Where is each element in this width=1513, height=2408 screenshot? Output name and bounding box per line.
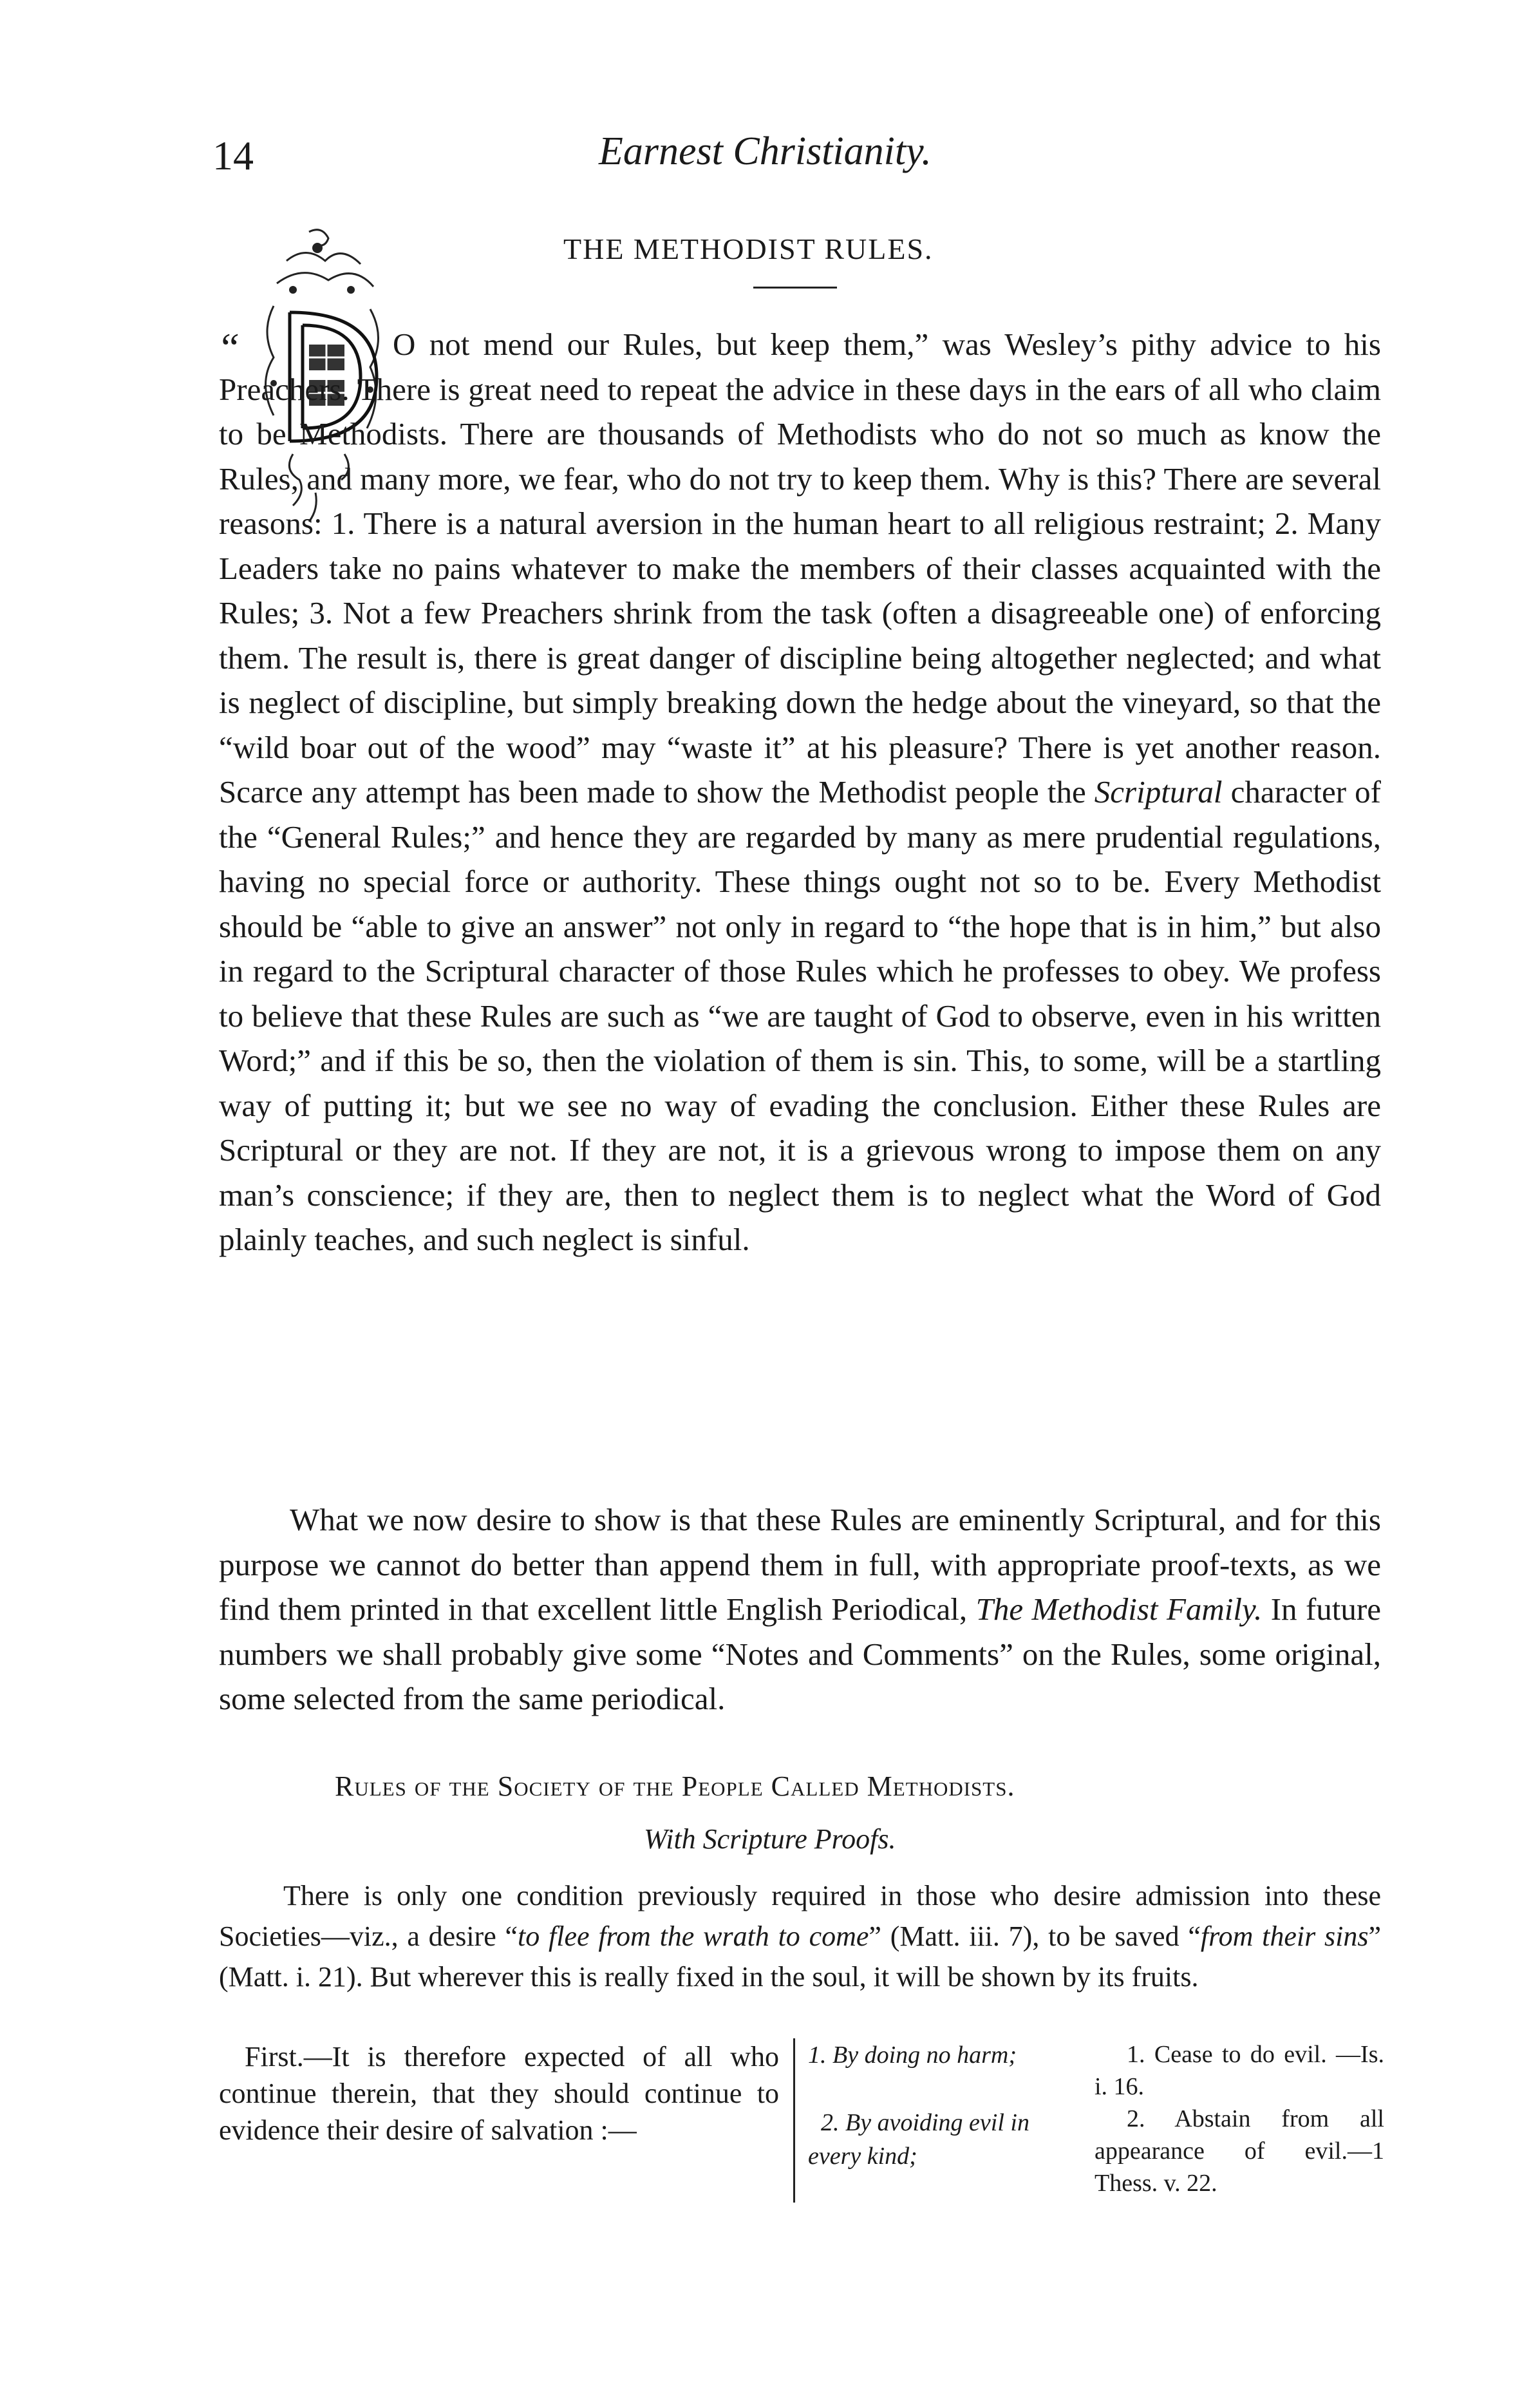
paragraph-2-italic: The Methodist Family. [975, 1591, 1263, 1627]
article-title: THE METHODIST RULES. [563, 232, 934, 265]
rules-intro-start: There is only one condition previously required in those who desire admission into these Societies—viz., a desire “ [219, 1880, 1381, 1952]
rules-heading: Rules of the Society of the People Called Methodists. [335, 1770, 1015, 1802]
rule-item-2: 2. By avoiding evil in every kind; [808, 2109, 1029, 2170]
paragraph-2 [219, 1497, 1381, 1721]
proof-item-1: 1. Cease to do evil. —Is. i. 16. [1095, 2041, 1384, 2100]
running-title: Earnest Christianity. [599, 129, 932, 173]
rules-intro-mid: ” (Matt. iii. 7), to be saved “ [869, 1920, 1201, 1952]
column-divider [793, 2038, 795, 2203]
rules-intro [219, 1875, 1381, 1997]
paragraph-1-lead: O not mend our Rules, but keep them,” was Wesley’s pithy advice to his Preachers. There is great need to repeat the advice in these days in the ears of all who claim to be Methodists. There are thousands of Methodists who do not so much as know the Rules, and many more, we fear, who do not try to keep them. Why is this? There are several reasons: 1. There is a natural aversion in the human heart to all religious restraint; 2. Many Leaders take no pains whatever to make the members of their classes acquainted with the Rules; 3. Not a few Preachers shrink from the task (often a disagreeable one) of enforcing them. The result is, there is great danger of discipline being altogether neglected; and what is neglect of discipline, but simply breaking down the hedge about the vineyard, so that the “wild boar out of the wood” may “waste it” at his pleasure? There is yet another reason. Scarce any attempt has been made to show the Methodist people the [219, 327, 1381, 810]
paragraph-1 [219, 322, 1381, 1262]
paragraph-2-start: What we now desire to show is that these Rules are eminently Scriptural, and for this purpose we cannot do better than append them in full, with appropriate proof-texts, as we find them printed in that excellent little English Periodical, [219, 1502, 1381, 1627]
title-rule [753, 287, 837, 289]
first-rule: First.—It is therefore expected of all who continue therein, that they should continue to evidence their desire of salvation :— [219, 2041, 779, 2146]
paragraph-2-end: In future numbers we shall probably give some “Notes and Comments” on the Rules, some original, some selected from the same periodical. [219, 1591, 1381, 1716]
page-number: 14 [212, 133, 254, 178]
rules-intro-end: ” (Matt. i. 21). But wherever this is really fixed in the soul, it will be shown by its fruits. [219, 1920, 1382, 1993]
paragraph-1-rest: character of the “General Rules;” and hence they are regarded by many as mere prudential regulations, having no special force or authority. These things ought not so to be. Every Methodist should be “able to give an answer” not only in regard to “the hope that is in him,” but also in regard to the Scriptural character of those Rules which he professes to obey. We profess to believe that these Rules are such as “we are taught of God to observe, even in his written Word;” and if this be so, then the violation of them is sin. This, to some, will be a startling way of putting it; but we see no way of evading the conclusion. Either these Rules are Scriptural or they are not. If they are not, it is a grievous wrong to impose them on any man’s conscience; if they are, then to neglect them is to neglect what the Word of God plainly teaches, and such neglect is sinful. [219, 774, 1382, 1257]
paragraph-1-italic: Scriptural [1094, 774, 1223, 810]
rule-item-1: 1. By doing no harm; [808, 2042, 1017, 2069]
rules-intro-italic-2: from their sins [1200, 1920, 1369, 1952]
rules-subheading: With Scripture Proofs. [644, 1823, 896, 1855]
proof-item-2: 2. Abstain from all appearance of evil.—1 Thess. v. 22. [1095, 2105, 1384, 2197]
rules-intro-italic-1: to flee from the wrath to come [518, 1920, 869, 1952]
opening-quote: “ [217, 325, 240, 370]
